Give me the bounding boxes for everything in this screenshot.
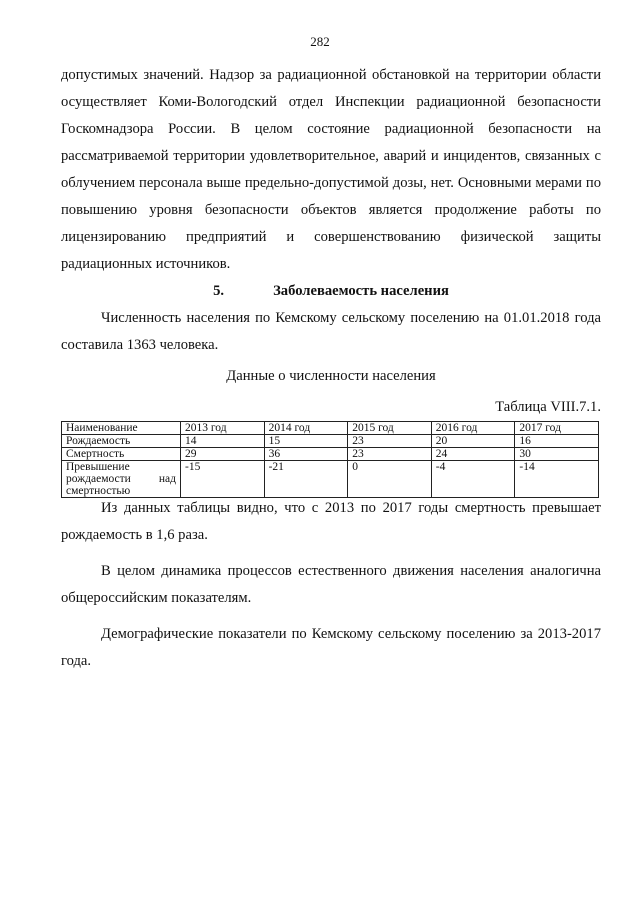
paragraph-radiation-safety: допустимых значений. Надзор за радиационной обстановкой на территории области осуществляет Коми-Вологодский отдел Инспекции радиационной безопасности Госкомнадзора России. В целом состояние радиационной безопасности на рассматриваемой территории удовлетворительное, аварий и инцидентов, связанных с облучением персонала выше предельно-допустимой дозы, нет. Основными мерами по повышению уровня безопасности объектов является продолжение работы по лицензированию предприятий и совершенствованию физической защиты радиационных источников.: [61, 67, 601, 272]
paragraph-population: Численность населения по Кемскому сельскому поселению на 01.01.2018 года составила 1363 человека.: [61, 310, 601, 353]
table-header-row: [62, 422, 599, 435]
table-cell: -15: [181, 461, 265, 498]
population-table: [61, 421, 599, 498]
table-cell: 15: [264, 435, 348, 448]
table-row: [62, 435, 599, 448]
table-header-cell: 2017 год: [515, 422, 599, 435]
table-cell: Смертность: [62, 448, 181, 461]
table-cell: 29: [181, 448, 265, 461]
paragraph-mortality-conclusion: Из данных таблицы видно, что с 2013 по 2017 годы смертность превышает рождаемость в 1,6 раза.: [61, 500, 601, 543]
paragraph-demographics: Демографические показатели по Кемскому сельскому поселению за 2013-2017 года.: [61, 626, 601, 669]
table-header-cell: 2013 год: [181, 422, 265, 435]
page-number: 282: [310, 34, 330, 49]
table-cell: -4: [431, 461, 515, 498]
table-header-cell: 2014 год: [264, 422, 348, 435]
table-caption: Данные о численности населения: [226, 368, 436, 384]
table-cell: 14: [181, 435, 265, 448]
table-cell: Превышение рождаемости над смертностью: [62, 461, 181, 498]
table-label: Таблица VIII.7.1.: [495, 399, 601, 415]
section-title: Заболеваемость населения: [273, 283, 449, 299]
table-cell: Рождаемость: [62, 435, 181, 448]
document-body: [61, 62, 601, 675]
section-number: 5.: [213, 283, 225, 299]
table-cell: 24: [431, 448, 515, 461]
table-cell: -21: [264, 461, 348, 498]
table-cell: 0: [348, 461, 432, 498]
table-cell: 36: [264, 448, 348, 461]
table-cell: 16: [515, 435, 599, 448]
paragraph-dynamics: В целом динамика процессов естественного движения населения аналогична общероссийским показателям.: [61, 563, 601, 606]
table-cell: 30: [515, 448, 599, 461]
table-cell: -14: [515, 461, 599, 498]
table-header-cell: 2016 год: [431, 422, 515, 435]
table-cell: 20: [431, 435, 515, 448]
table-header-cell: Наименование: [62, 422, 181, 435]
table-cell: 23: [348, 448, 432, 461]
section-heading: [61, 278, 601, 305]
table-cell: 23: [348, 435, 432, 448]
table-header-cell: 2015 год: [348, 422, 432, 435]
table-row: [62, 448, 599, 461]
table-row: [62, 461, 599, 498]
